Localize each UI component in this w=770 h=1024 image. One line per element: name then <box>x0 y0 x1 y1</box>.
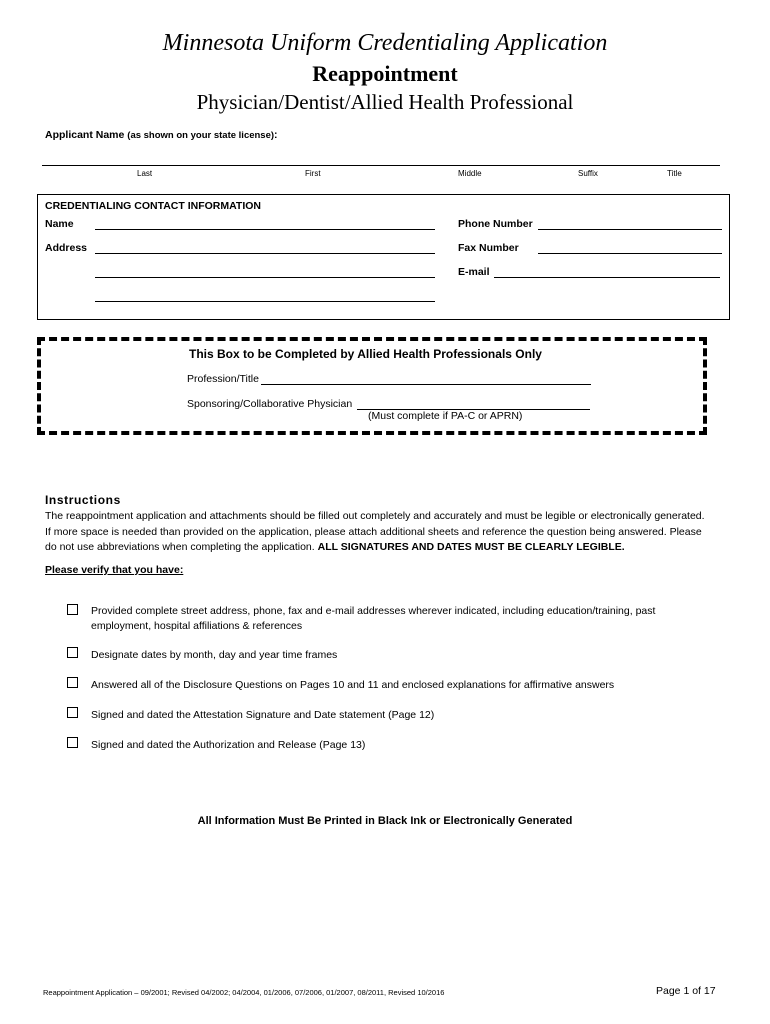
physician-note: (Must complete if PA-C or APRN) <box>368 410 523 422</box>
page-number: Page 1 of 17 <box>656 985 716 997</box>
verify-heading: Please verify that you have: <box>45 564 184 576</box>
profession-field[interactable] <box>261 384 591 385</box>
contact-address-field-2[interactable] <box>95 277 435 278</box>
checklist-item-addresses-line1: Provided complete street address, phone, fax and e-mail addresses wherever indicated, including education/training, past <box>91 605 656 617</box>
contact-phone-field[interactable] <box>538 229 722 230</box>
contact-email-field[interactable] <box>494 277 720 278</box>
field-caption-suffix: Suffix <box>578 169 598 178</box>
checkbox-attestation[interactable] <box>67 707 78 718</box>
checklist-item-dates: Designate dates by month, day and year time frames <box>91 649 338 661</box>
checklist-item-authorization: Signed and dated the Authorization and Release (Page 13) <box>91 739 366 751</box>
instructions-line: If more space is needed than provided on the application, please attach additional sheets and reference the question being answered. Please <box>45 525 702 538</box>
allied-heading: This Box to be Completed by Allied Health Professionals Only <box>189 347 542 361</box>
contact-address-label: Address <box>45 242 88 254</box>
checkbox-disclosure[interactable] <box>67 677 78 688</box>
checklist-item-attestation: Signed and dated the Attestation Signature and Date statement (Page 12) <box>91 709 435 721</box>
contact-phone-label: Phone Number <box>458 218 533 230</box>
applicant-name-field[interactable] <box>42 165 720 166</box>
contact-fax-label: Fax Number <box>458 242 519 254</box>
field-caption-first: First <box>305 169 321 178</box>
applicant-name-label: Applicant Name (as shown on your state license): <box>45 129 278 141</box>
contact-name-field[interactable] <box>95 229 435 230</box>
field-caption-middle: Middle <box>458 169 482 178</box>
instructions-paragraph <box>45 509 735 556</box>
checkbox-addresses[interactable] <box>67 604 78 615</box>
field-caption-last: Last <box>137 169 153 178</box>
checkbox-dates[interactable] <box>67 647 78 658</box>
form-subtitle-profession: Physician/Dentist/Allied Health Professional <box>196 90 574 114</box>
physician-label: Sponsoring/Collaborative Physician <box>187 398 353 410</box>
instructions-line: do not use abbreviations when completing the application. ALL SIGNATURES AND DATES MUST BE CLEARLY LEGIBLE. <box>45 541 625 553</box>
form-subtitle: Reappointment <box>312 61 458 86</box>
contact-email-label: E-mail <box>458 266 490 278</box>
revision-history: Reappointment Application – 09/2001; Revised 04/2002; 04/2004, 01/2006, 07/2006, 01/2007, 08/2011, Revised 10/2016 <box>43 988 445 997</box>
contact-fax-field[interactable] <box>538 253 722 254</box>
profession-label: Profession/Title <box>187 373 259 385</box>
field-caption-title: Title <box>667 169 682 178</box>
instructions-line: The reappointment application and attachments should be filled out completely and accurately and must be legible or electronically generated. <box>45 510 705 522</box>
black-ink-notice: All Information Must Be Printed in Black Ink or Electronically Generated <box>197 815 573 827</box>
contact-heading: CREDENTIALING CONTACT INFORMATION <box>45 200 262 212</box>
form-title: Minnesota Uniform Credentialing Application <box>162 30 608 56</box>
checkbox-authorization[interactable] <box>67 737 78 748</box>
contact-address-field-1[interactable] <box>95 253 435 254</box>
checklist-item-addresses-line2: employment, hospital affiliations & references <box>91 620 303 632</box>
checklist-item-disclosure: Answered all of the Disclosure Questions on Pages 10 and 11 and enclosed explanations for affirmative answers <box>91 679 615 691</box>
contact-address-field-3[interactable] <box>95 301 435 302</box>
contact-name-label: Name <box>45 218 74 230</box>
instructions-heading: Instructions <box>45 493 121 507</box>
